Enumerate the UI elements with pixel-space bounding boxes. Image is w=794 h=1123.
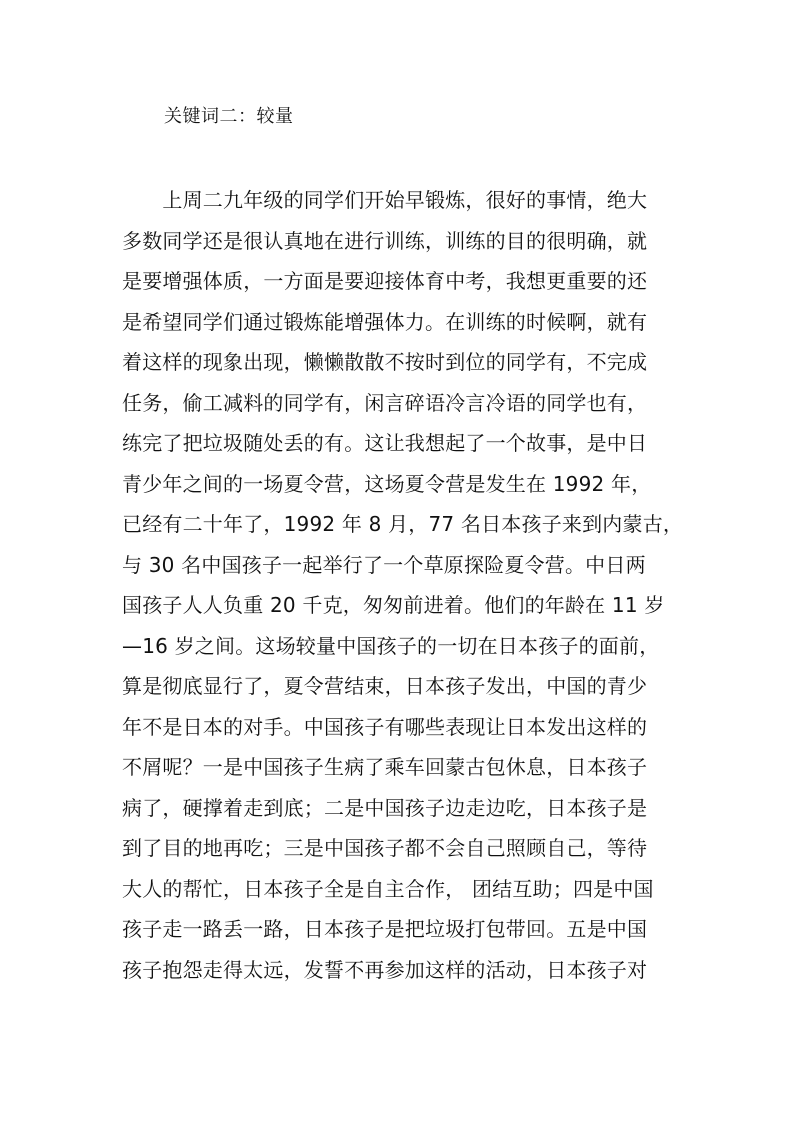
text-line: 算是彻底显行了，夏令营结束，日本孩子发出，中国的青少 <box>122 674 648 698</box>
text-line: 病了，硬撑着走到底；二是中国孩子边走边吃，日本孩子是 <box>122 795 648 820</box>
text-line: 上周二九年级的同学们开始早锻炼，很好的事情，绝大 <box>122 188 648 212</box>
text-line: 青少年之间的一场夏令营，这场夏令营是发生在 1992 年， <box>122 471 652 496</box>
text-line: 不屑呢？一是中国孩子生病了乘车回蒙古包休息，日本孩子 <box>122 755 648 779</box>
text-line: 着这样的现象出现，懒懒散散不按时到位的同学有，不完成 <box>122 350 648 374</box>
text-line: 国孩子人人负重 20 千克，匆匆前进着。他们的年龄在 11 岁 <box>122 593 665 617</box>
text-line: 已经有二十年了，1992 年 8 月，77 名日本孩子来到内蒙古， <box>122 512 684 536</box>
text-line: —16 岁之间。这场较量中国孩子的一切在日本孩子的面前， <box>122 633 660 658</box>
text-line: 大人的帮忙，日本孩子全是自主合作， 团结互助；四是中国 <box>122 876 654 901</box>
body-paragraph <box>122 180 682 990</box>
text-line: 与 30 名中国孩子一起举行了一个草原探险夏令营。中日两 <box>122 552 646 577</box>
text-line: 年不是日本的对手。中国孩子有哪些表现让日本发出这样的 <box>122 714 648 739</box>
text-line: 到了目的地再吃；三是中国孩子都不会自己照顾自己，等待 <box>122 836 648 860</box>
text-line: 练完了把垃圾随处丢的有。这让我想起了一个故事，是中日 <box>122 431 648 455</box>
text-line: 是希望同学们通过锻炼能增强体力。在训练的时候啊，就有 <box>122 309 648 334</box>
text-line: 多数同学还是很认真地在进行训练，训练的目的很明确，就 <box>122 228 648 253</box>
text-line: 任务，偷工减料的同学有，闲言碎语冷言冷语的同学也有， <box>122 390 648 415</box>
text-line: 是要增强体质，一方面是要迎接体育中考，我想更重要的还 <box>122 269 648 293</box>
text-line: 孩子抱怨走得太远，发誓不再参加这样的活动，日本孩子对 <box>122 957 648 982</box>
section-heading: 关键词二：较量 <box>164 106 294 127</box>
text-line: 孩子走一路丢一路，日本孩子是把垃圾打包带回。五是中国 <box>122 917 648 941</box>
